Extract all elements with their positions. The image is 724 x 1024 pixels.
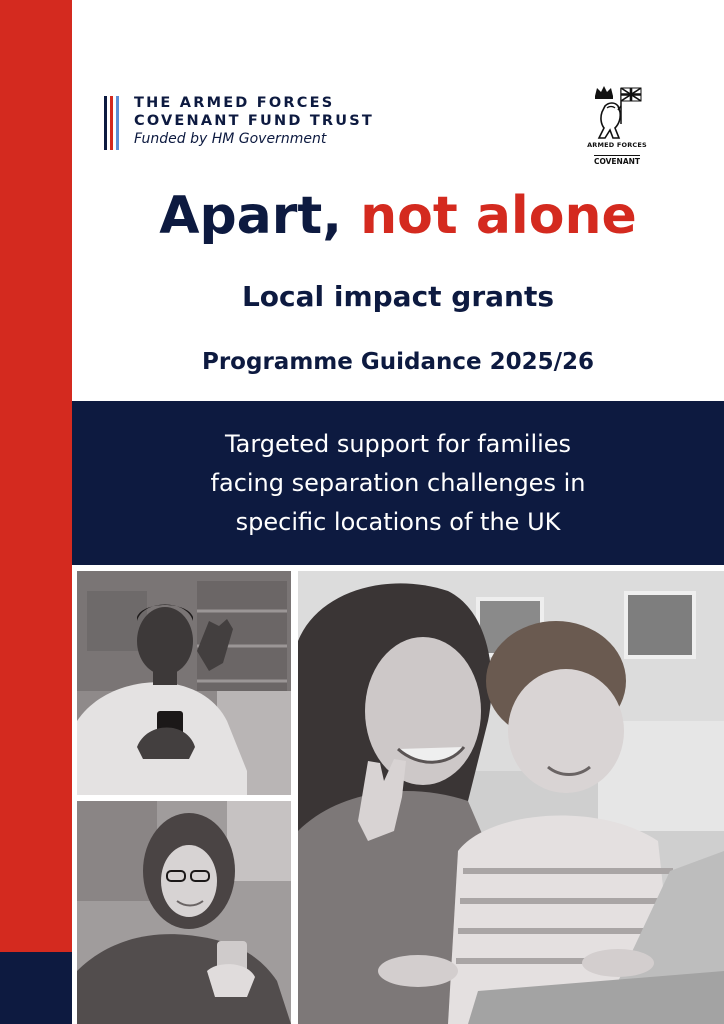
photo-woman-with-phone: [77, 801, 291, 1024]
logo-text: [134, 94, 394, 148]
guidance-heading: Programme Guidance 2025/26: [201, 349, 595, 375]
logo-line-1: THE ARMED FORCES: [134, 95, 335, 111]
page-subtitle: Local impact grants: [241, 280, 555, 313]
band-line-2: facing separation challenges in: [210, 469, 586, 497]
logo-line-2: COVENANT FUND TRUST: [134, 113, 374, 129]
covenant-logo-line-1: ARMED FORCES: [587, 141, 647, 149]
lion-crown-icon: [591, 84, 643, 140]
photo-woman-with-phone-image: [77, 801, 291, 1024]
photo-man-waving: [77, 571, 291, 795]
armed-forces-covenant-logo: [584, 84, 650, 164]
band-line-3: specific locations of the UK: [235, 508, 561, 536]
photo-man-waving-image: [77, 571, 291, 795]
navy-info-band: [72, 401, 724, 565]
page-title: [72, 180, 724, 252]
photo-mother-and-child-image: [298, 571, 724, 1024]
red-side-bar: [0, 0, 72, 952]
logo-line-3: Funded by HM Government: [134, 131, 327, 147]
band-line-1: Targeted support for families: [224, 430, 572, 458]
logo-stripes: [104, 96, 126, 150]
covenant-logo-line-2: COVENANT: [593, 157, 641, 166]
photo-mother-and-child: [298, 571, 724, 1024]
title-part-1: Apart,: [159, 186, 361, 246]
title-part-2: not alone: [360, 186, 637, 246]
navy-corner-block: [0, 952, 72, 1024]
band-text: [72, 425, 724, 542]
